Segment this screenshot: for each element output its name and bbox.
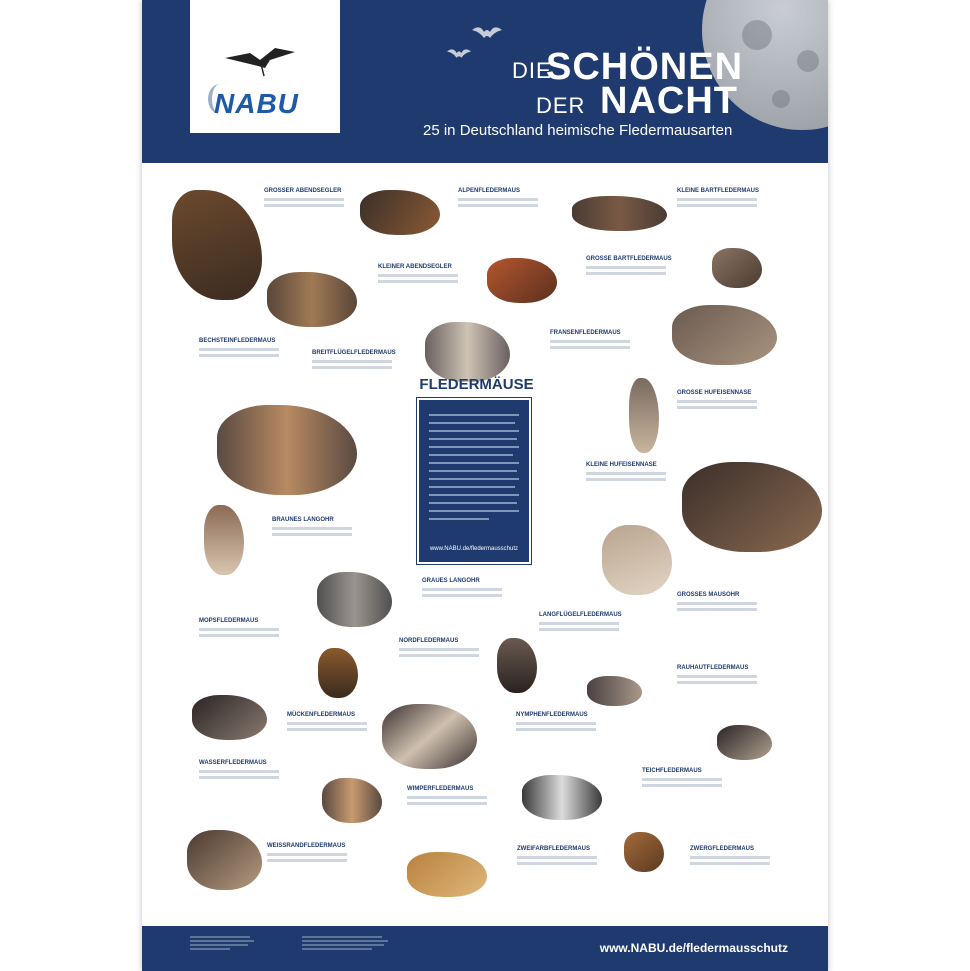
info-box-title: FLEDERMÄUSE bbox=[419, 376, 534, 393]
title-die: DIE bbox=[512, 58, 552, 83]
species-kleine-bartfledermaus: KLEINE BARTFLEDERMAUS bbox=[677, 188, 787, 210]
bat-illustration bbox=[172, 190, 262, 300]
info-box-url[interactable]: www.NABU.de/fledermausschutz bbox=[429, 546, 519, 552]
bat-illustration bbox=[602, 525, 672, 595]
bat-illustration bbox=[192, 695, 267, 740]
flying-bat-icon bbox=[472, 22, 502, 42]
species-grosses-mausohr: GROSSES MAUSOHR bbox=[677, 592, 787, 614]
bat-illustration bbox=[318, 648, 358, 698]
species-wimperfledermaus: WIMPERFLEDERMAUS bbox=[407, 786, 517, 808]
footer-credits bbox=[302, 934, 392, 952]
flying-bat-icon bbox=[447, 45, 471, 61]
species-mopsfledermaus: MOPSFLEDERMAUS bbox=[199, 618, 309, 640]
bat-illustration bbox=[672, 305, 777, 365]
species-weissrandfledermaus: WEISSRANDFLEDERMAUS bbox=[267, 843, 377, 865]
subtitle: 25 in Deutschland heimische Fledermausarten bbox=[423, 122, 733, 139]
bat-illustration bbox=[267, 272, 357, 327]
bat-illustration bbox=[322, 778, 382, 823]
species-langfluegelfledermaus: LANGFLÜGELFLEDERMAUS bbox=[539, 612, 649, 634]
footer-imprint bbox=[190, 934, 280, 952]
species-mueckenfledermaus: MÜCKENFLEDERMAUS bbox=[287, 712, 397, 734]
species-nordfledermaus: NORDFLEDERMAUS bbox=[399, 638, 509, 660]
logo-bar bbox=[190, 133, 340, 141]
header bbox=[142, 0, 828, 163]
species-bechsteinfledermaus: BECHSTEINFLEDERMAUS bbox=[199, 338, 309, 360]
species-fransenfledermaus: FRANSENFLEDERMAUS bbox=[550, 330, 660, 352]
species-kleiner-abendsegler: KLEINER ABENDSEGLER bbox=[378, 264, 488, 286]
species-breitfluegelfledermaus: BREITFLÜGELFLEDERMAUS bbox=[312, 350, 422, 372]
bat-illustration bbox=[317, 572, 392, 627]
poster bbox=[142, 0, 828, 971]
bat-illustration bbox=[407, 852, 487, 897]
species-alpenfledermaus: ALPENFLEDERMAUS bbox=[458, 188, 568, 210]
species-grosser-abendsegler: GROSSER ABENDSEGLER bbox=[264, 188, 374, 210]
bat-illustration bbox=[360, 190, 440, 235]
bat-illustration bbox=[624, 832, 664, 872]
footer-url[interactable]: www.NABU.de/fledermausschutz bbox=[599, 941, 788, 955]
title-nacht: NACHT bbox=[600, 80, 738, 122]
bat-illustration bbox=[217, 405, 357, 495]
bat-illustration bbox=[682, 462, 822, 552]
species-teichfledermaus: TEICHFLEDERMAUS bbox=[642, 768, 752, 790]
logo-text: NABU bbox=[214, 88, 299, 119]
species-wasserfledermaus: WASSERFLEDERMAUS bbox=[199, 760, 309, 782]
species-braunes-langohr: BRAUNES LANGOHR bbox=[272, 517, 382, 539]
bat-illustration bbox=[717, 725, 772, 760]
species-nymphenfledermaus: NYMPHENFLEDERMAUS bbox=[516, 712, 626, 734]
bat-illustration bbox=[187, 830, 262, 890]
species-grosse-hufeisennase: GROSSE HUFEISENNASE bbox=[677, 390, 787, 412]
species-kleine-hufeisennase: KLEINE HUFEISENNASE bbox=[586, 462, 696, 484]
species-zweifarbfledermaus: ZWEIFARBFLEDERMAUS bbox=[517, 846, 627, 868]
bat-illustration bbox=[425, 322, 510, 382]
bat-illustration bbox=[382, 704, 477, 769]
stork-icon bbox=[220, 38, 300, 83]
bat-illustration bbox=[587, 676, 642, 706]
species-rauhautfledermaus: RAUHAUTFLEDERMAUS bbox=[677, 665, 787, 687]
bat-illustration bbox=[487, 258, 557, 303]
bat-illustration bbox=[629, 378, 659, 453]
bat-illustration bbox=[572, 196, 667, 231]
bat-illustration bbox=[204, 505, 244, 575]
footer bbox=[142, 926, 828, 971]
species-graues-langohr: GRAUES LANGOHR bbox=[422, 578, 532, 600]
bat-illustration bbox=[522, 775, 602, 820]
info-box bbox=[417, 376, 534, 564]
title-schoenen: SCHÖNEN bbox=[546, 46, 744, 88]
species-zwergfledermaus: ZWERGFLEDERMAUS bbox=[690, 846, 800, 868]
nabu-logo[interactable] bbox=[190, 0, 340, 141]
bat-illustration bbox=[712, 248, 762, 288]
title-der: DER bbox=[536, 93, 586, 118]
bat-illustration bbox=[497, 638, 537, 693]
species-grosse-bartfledermaus: GROSSE BARTFLEDERMAUS bbox=[586, 256, 696, 278]
